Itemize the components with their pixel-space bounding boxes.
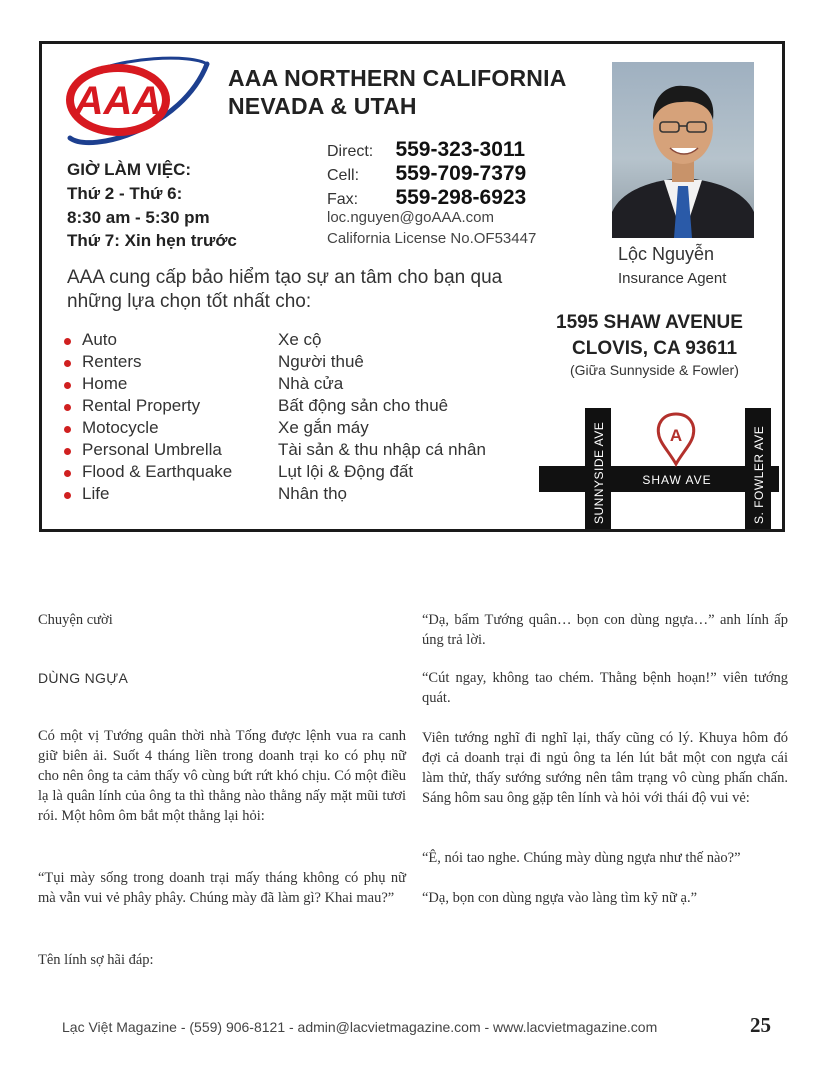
- service-en: Personal Umbrella: [82, 440, 222, 459]
- service-vi: Người thuê: [278, 352, 364, 371]
- hours-weekdays: Thứ 2 - Thứ 6:: [67, 184, 183, 203]
- direct-phone: 559-323-3011: [395, 138, 526, 161]
- intro-line-1: AAA cung cấp bảo hiểm tạo sự an tâm cho bạn qua: [67, 267, 503, 288]
- service-en: Home: [82, 374, 128, 393]
- bullet-icon: [64, 338, 71, 345]
- address-street: 1595 SHAW AVENUE: [556, 312, 743, 333]
- service-vi: Nhân thọ: [278, 484, 347, 503]
- brand-name: [228, 64, 567, 120]
- service-vi: Nhà cửa: [278, 374, 344, 393]
- article-title: DÙNG NGỰA: [38, 670, 129, 686]
- direct-label: Direct:: [327, 143, 374, 160]
- address-cross-streets: (Giữa Sunnyside & Fowler): [570, 362, 739, 378]
- intro-line-2: những lựa chọn tốt nhất cho:: [67, 291, 312, 312]
- service-vi: Xe gắn máy: [278, 418, 369, 437]
- fax-number: 559-298-6923: [395, 186, 527, 209]
- service-vi: Xe cộ: [278, 330, 322, 349]
- license-number: California License No.OF53447: [327, 230, 537, 247]
- contact-fax: [327, 186, 526, 210]
- bullet-icon: [64, 404, 71, 411]
- article-paragraph: “Dạ, bọn con dùng ngựa vào làng tìm kỹ nữ ạ.”: [422, 890, 698, 906]
- service-en: Rental Property: [82, 396, 201, 415]
- service-vi: Lụt lội & Động đất: [278, 462, 414, 481]
- service-vi: Bất động sản cho thuê: [278, 396, 449, 415]
- bullet-icon: [64, 360, 71, 367]
- cell-label: Cell:: [327, 167, 360, 184]
- article-category: Chuyện cười: [38, 612, 113, 628]
- article-paragraph: “Dạ, bẩm Tướng quân… bọn con dùng ngựa…” anh lính ấp úng trả lời.: [422, 612, 788, 648]
- aaa-logo-text: AAA: [74, 79, 162, 123]
- map-marker-icon: [658, 414, 693, 464]
- page-number: 25: [750, 1013, 771, 1037]
- article-paragraph: “Tụi mày sống trong doanh trại mấy tháng không có phụ nữ mà vẫn vui vẻ phây phây. Chúng mày đã làm gì? Khai mau?”: [38, 870, 406, 906]
- agent-name: Lộc Nguyễn: [618, 244, 715, 264]
- agent-title: Insurance Agent: [618, 270, 727, 287]
- hours-saturday: Thứ 7: Xin hẹn trước: [67, 231, 237, 250]
- aaa-logo: [62, 56, 210, 148]
- map-street-right: S. FOWLER AVE: [752, 425, 766, 524]
- bullet-icon: [64, 470, 71, 477]
- article-paragraph: Viên tướng nghĩ đi nghĩ lại, thấy cũng có lý. Khuya hôm đó đợi cả doanh trại đi ngủ ông ta lén lút bắt một con ngựa cái làm thử, thấy sướng sướng nên tâm trạng vô cùng phấn chấn. Sáng hôm sau ông gặp tên lính và hỏi với thái độ vui vẻ:: [422, 730, 788, 806]
- service-vi: Tài sản & thu nhập cá nhân: [278, 440, 486, 459]
- brand-line-1: AAA NORTHERN CALIFORNIA: [228, 65, 567, 91]
- article-paragraph: “Ê, nói tao nghe. Chúng mày dùng ngựa như thế nào?”: [422, 850, 741, 866]
- contact-cell: [327, 162, 526, 186]
- service-en: Auto: [82, 330, 117, 349]
- address-city: CLOVIS, CA 93611: [572, 338, 738, 359]
- service-en: Motocycle: [82, 418, 159, 437]
- bullet-icon: [64, 426, 71, 433]
- article-paragraph: Tên lính sợ hãi đáp:: [38, 952, 154, 968]
- map-marker-label: A: [669, 426, 683, 445]
- article-paragraph: Có một vị Tướng quân thời nhà Tống được lệnh vua ra canh giữ biên ải. Suốt 4 tháng liền trong doanh trại ko có phụ nữ cho nên ông ta cảm thấy vô cùng bứt rứt khó chịu. Có một điều lạ là quân lính của ông ta thì thằng nào thằng nấy mặt mũi tươi rói. Một hôm ôm bắt một thằng lại hỏi:: [38, 728, 406, 824]
- brand-line-2: NEVADA & UTAH: [228, 93, 417, 119]
- map-street-left: SUNNYSIDE AVE: [592, 421, 606, 524]
- hours-title: GIỜ LÀM VIỆC:: [67, 160, 192, 179]
- footer-contact: Lạc Việt Magazine - (559) 906-8121 - admin@lacvietmagazine.com - www.lacvietmagazine.com: [62, 1019, 658, 1035]
- cell-phone: 559-709-7379: [395, 162, 527, 185]
- contact-direct: [327, 138, 525, 162]
- hours-time: 8:30 am - 5:30 pm: [67, 208, 210, 227]
- aaa-advertisement: [39, 41, 785, 532]
- bullet-icon: [64, 448, 71, 455]
- agent-photo: [612, 62, 754, 238]
- bullet-icon: [64, 492, 71, 499]
- location-map: [539, 404, 779, 529]
- service-en: Life: [82, 484, 110, 503]
- intro-text: [67, 266, 587, 314]
- service-en: Renters: [82, 352, 142, 371]
- bullet-icon: [64, 382, 71, 389]
- agent-email: loc.nguyen@goAAA.com: [327, 209, 494, 226]
- map-street-main: SHAW AVE: [642, 473, 712, 487]
- article-paragraph: “Cút ngay, không tao chém. Thằng bệnh hoạn!” viên tướng quát.: [422, 670, 788, 706]
- fax-label: Fax:: [327, 191, 359, 208]
- service-en: Flood & Earthquake: [82, 462, 233, 481]
